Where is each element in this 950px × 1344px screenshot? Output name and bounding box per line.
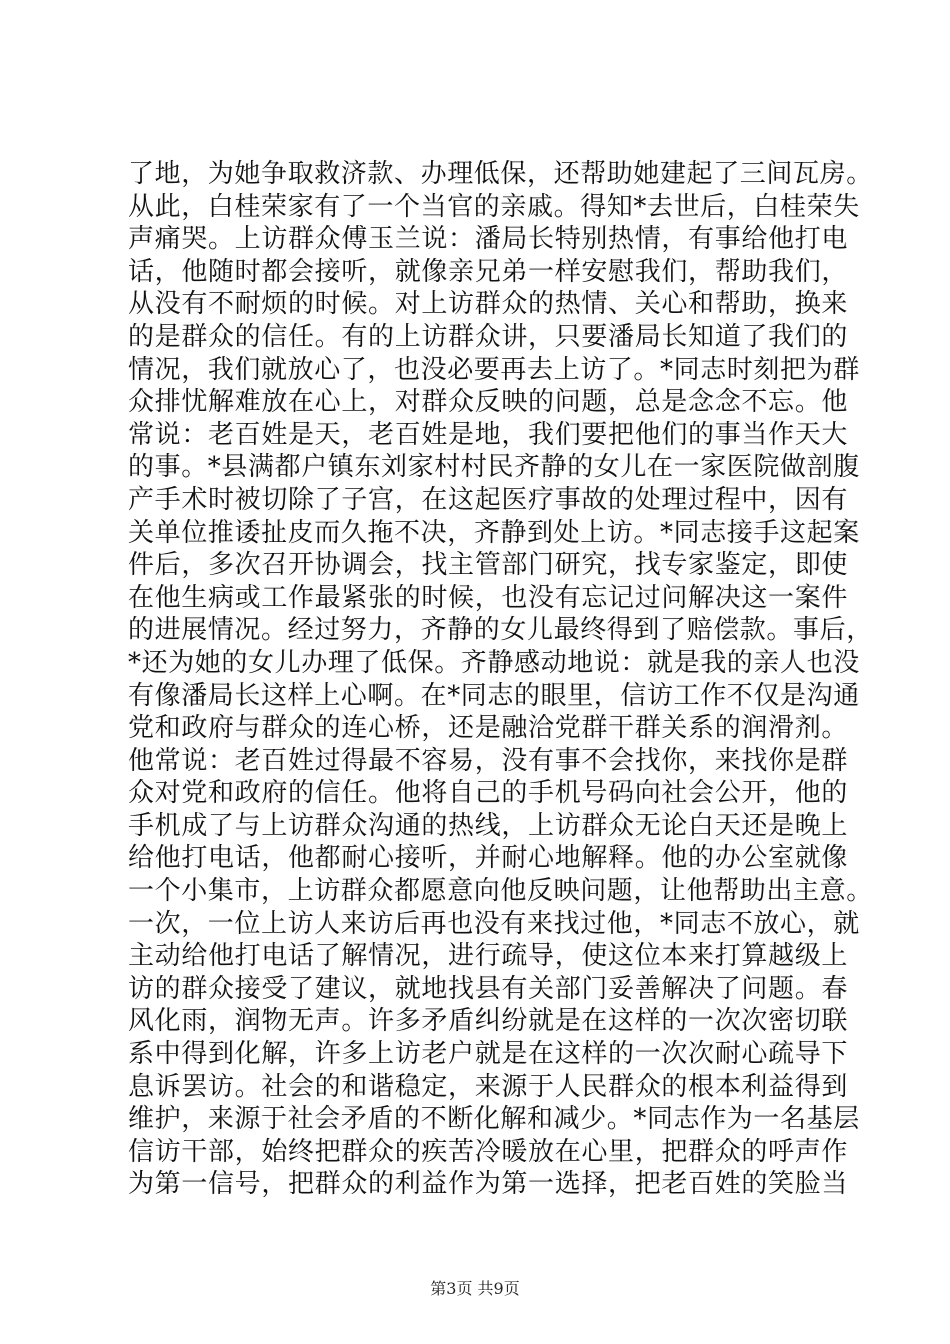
text-line: 声痛哭。上访群众傅玉兰说：潘局长特别热情，有事给他打电	[128, 224, 848, 255]
text-line: 手机成了与上访群众沟通的热线，上访群众无论白天还是晚上	[128, 810, 848, 841]
text-line: 了地，为她争取救济款、办理低保，还帮助她建起了三间瓦房。	[128, 159, 873, 189]
text-line: 关单位推诿扯皮而久拖不决，齐静到处上访。*同志接手这起案	[128, 517, 860, 548]
text-line: 众排忧解难放在心上，对群众反映的问题，总是念念不忘。他	[128, 387, 848, 418]
text-line: 有像潘局长这样上心啊。在*同志的眼里，信访工作不仅是沟通	[128, 680, 860, 711]
text-line: 话，他随时都会接听，就像亲兄弟一样安慰我们，帮助我们，	[128, 256, 848, 287]
text-line: 一个小集市，上访群众都愿意向他反映问题，让他帮助出主意。	[128, 876, 873, 907]
text-line: 给他打电话，他都耐心接听，并耐心地解释。他的办公室就像	[128, 843, 848, 874]
text-line: 主动给他打电话了解情况，进行疏导，使这位本来打算越级上	[128, 941, 848, 972]
text-line: 情况，我们就放心了，也没必要再去上访了。*同志时刻把为群	[128, 354, 860, 385]
text-line: 访的群众接受了建议，就地找县有关部门妥善解决了问题。春	[128, 973, 848, 1004]
text-line: 在他生病或工作最紧张的时候，也没有忘记过问解决这一案件	[128, 582, 848, 613]
page-number-footer: 第3页 共9页	[430, 1279, 520, 1298]
text-line: 众对党和政府的信任。他将自己的手机号码向社会公开，他的	[128, 778, 848, 809]
text-line: 的是群众的信任。有的上访群众讲，只要潘局长知道了我们的	[128, 321, 848, 352]
text-line: 系中得到化解，许多上访老户就是在这样的一次次耐心疏导下	[128, 1039, 848, 1070]
text-line: 维护，来源于社会矛盾的不断化解和减少。*同志作为一名基层	[128, 1104, 860, 1135]
text-line: 从没有不耐烦的时候。对上访群众的热情、关心和帮助，换来	[128, 289, 848, 320]
text-line: 从此，白桂荣家有了一个当官的亲戚。得知*去世后，白桂荣失	[128, 191, 860, 222]
text-line: 一次，一位上访人来访后再也没有来找过他，*同志不放心，就	[128, 908, 860, 939]
text-line: 件后，多次召开协调会，找主管部门研究，找专家鉴定，即使	[128, 550, 848, 581]
text-line: 为第一信号，把群众的利益作为第一选择，把老百姓的笑脸当	[128, 1169, 848, 1200]
text-line: 的进展情况。经过努力，齐静的女儿最终得到了赔偿款。事后，	[128, 615, 873, 646]
text-line: 他常说：老百姓过得最不容易，没有事不会找你，来找你是群	[128, 745, 848, 776]
text-line: 风化雨，润物无声。许多矛盾纠纷就是在这样的一次次密切联	[128, 1006, 848, 1037]
text-line: 党和政府与群众的连心桥，还是融洽党群干群关系的润滑剂。	[128, 713, 848, 744]
text-line: *还为她的女儿办理了低保。齐静感动地说：就是我的亲人也没	[128, 647, 860, 678]
text-line: 信访干部，始终把群众的疾苦冷暖放在心里，把群众的呼声作	[128, 1136, 848, 1167]
text-line: 产手术时被切除了子宫，在这起医疗事故的处理过程中，因有	[128, 484, 848, 515]
text-line: 常说：老百姓是天，老百姓是地，我们要把他们的事当作天大	[128, 419, 848, 450]
body-paragraph	[128, 158, 873, 1201]
text-line: 息诉罢访。社会的和谐稳定，来源于人民群众的根本利益得到	[128, 1071, 848, 1102]
text-line: 的事。*县满都户镇东刘家村村民齐静的女儿在一家医院做剖腹	[128, 452, 860, 483]
